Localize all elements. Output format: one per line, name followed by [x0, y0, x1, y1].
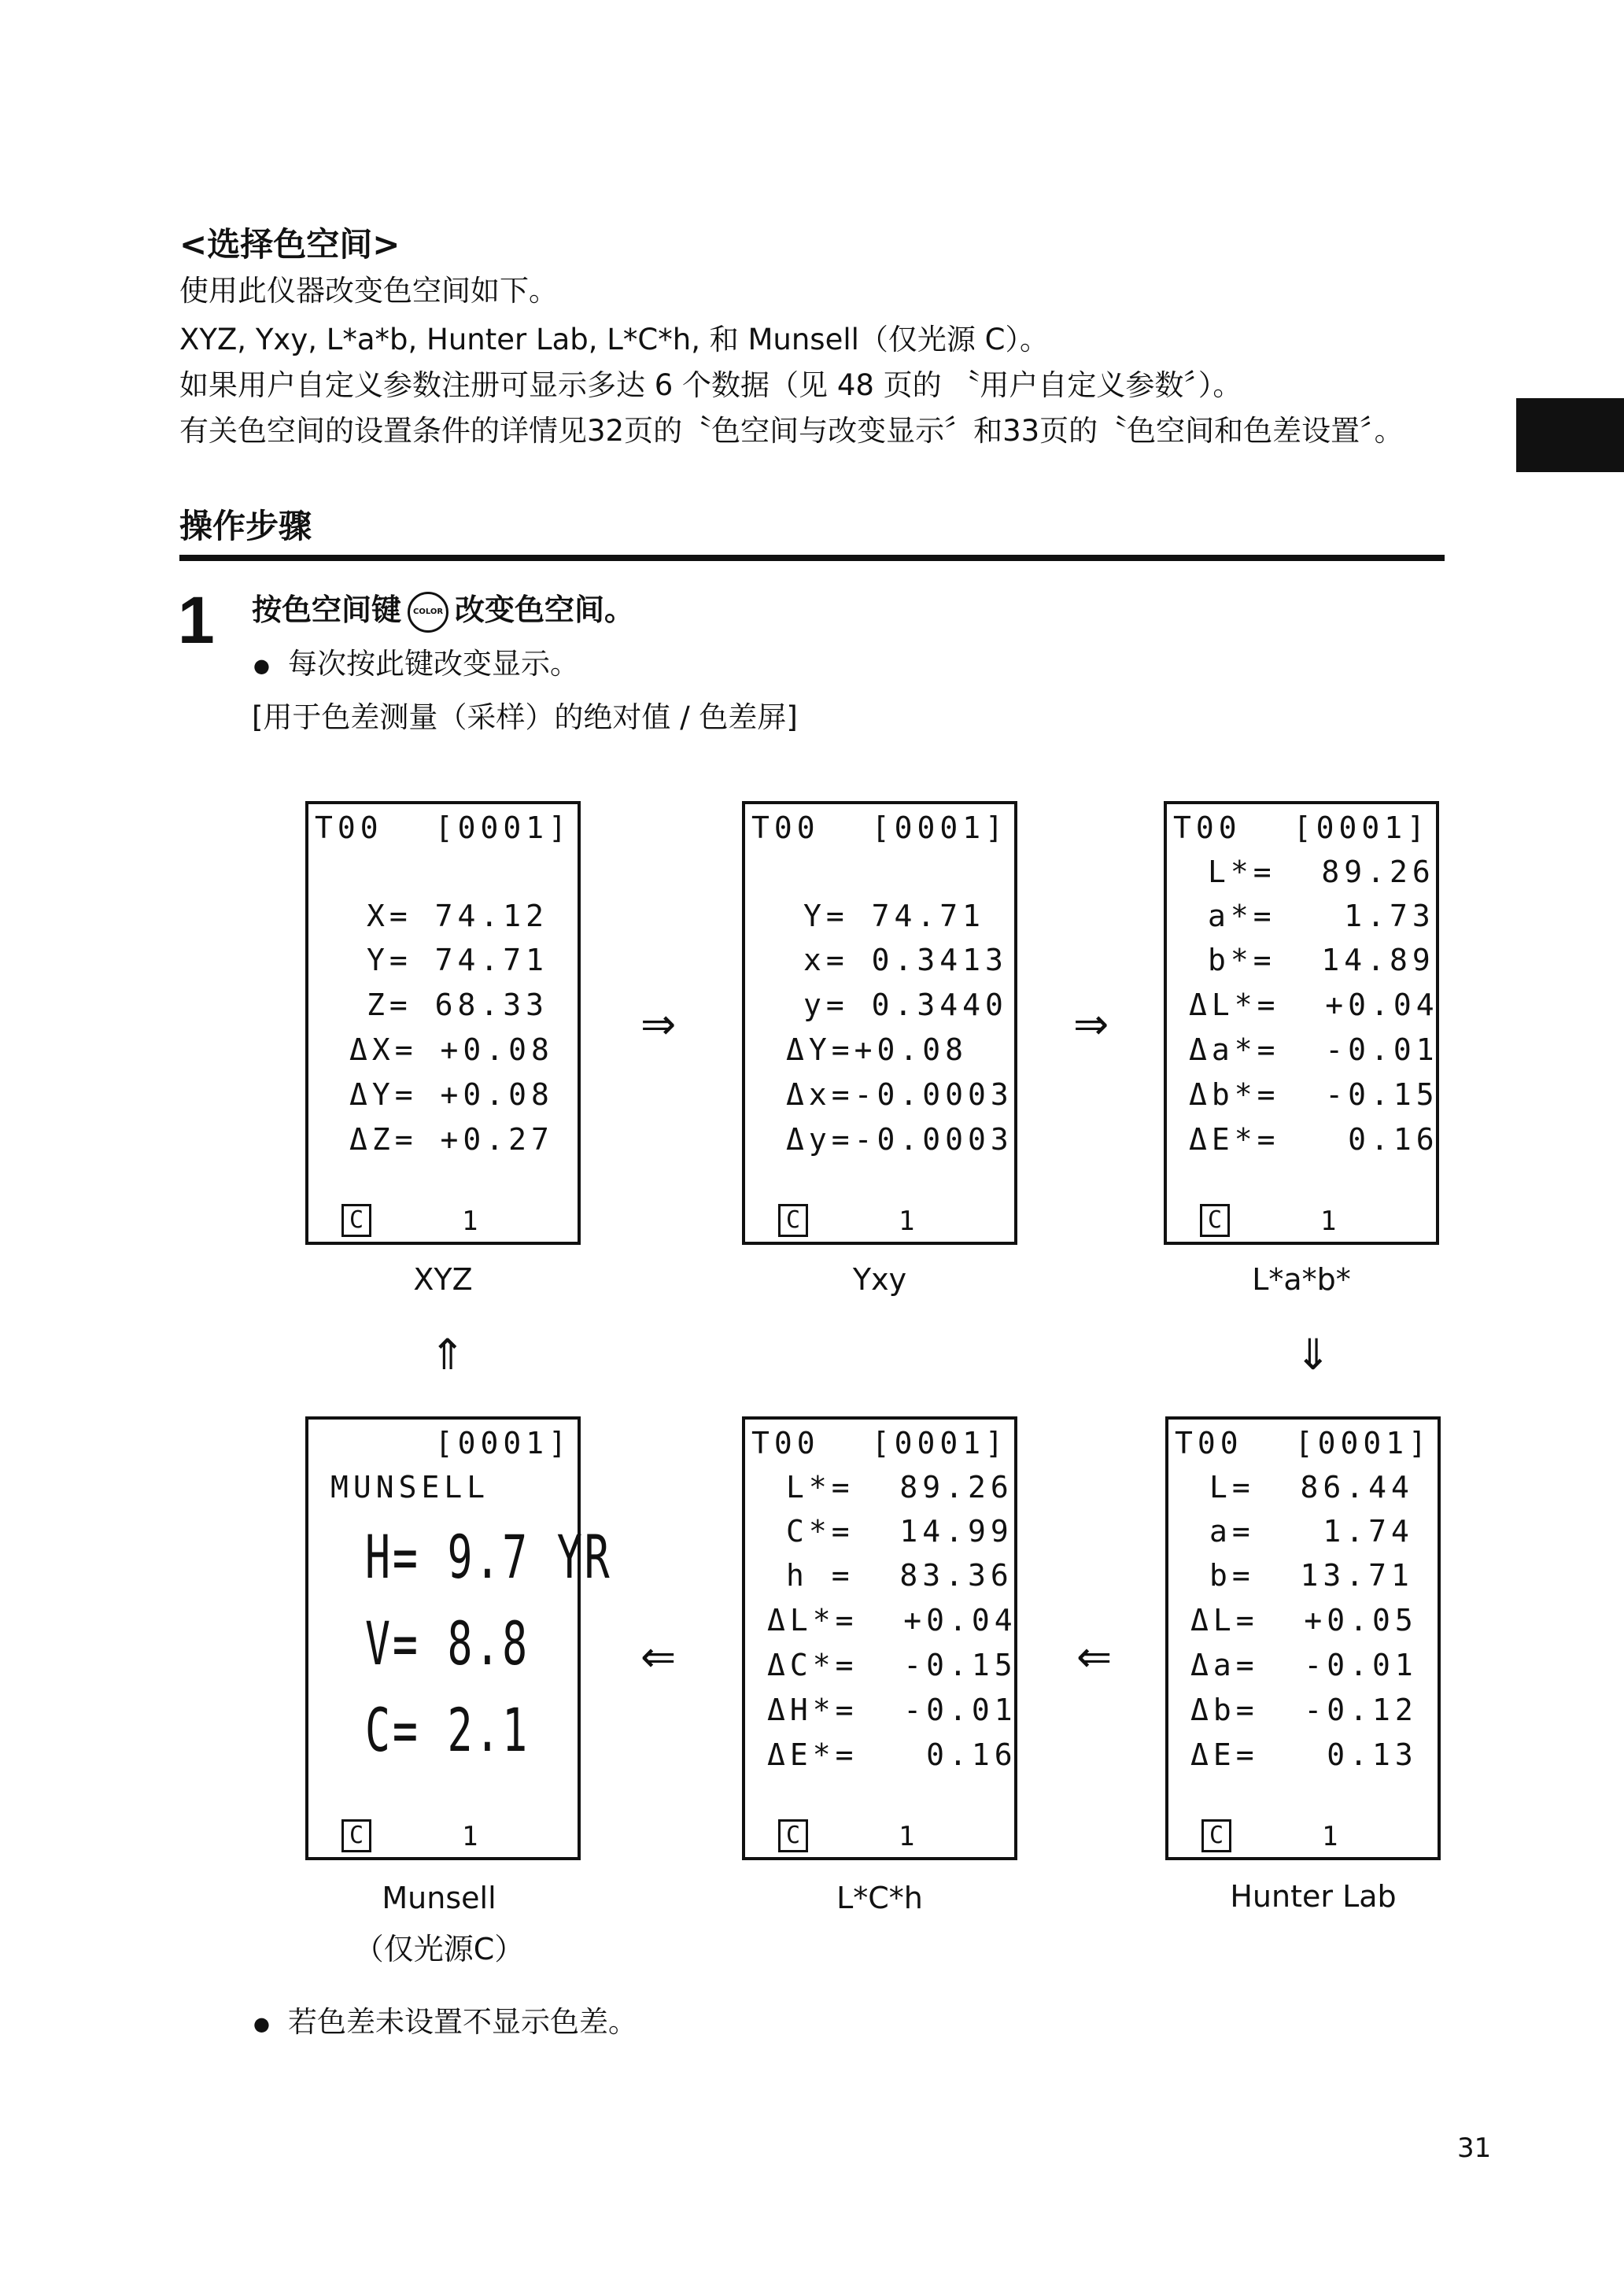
screen-code: T00 — [751, 810, 820, 845]
step-title-after: 改变色空间。 — [455, 593, 635, 627]
arrow-up-icon: ⇑ — [430, 1330, 466, 1379]
observer-value: 1 — [462, 1206, 478, 1237]
screen-number: [0001] — [434, 810, 571, 845]
screen-number: [0001] — [871, 1426, 1008, 1460]
screen-line: b*= 14.89 — [1208, 943, 1435, 977]
screen-munsell — [305, 1416, 612, 1860]
screen-number: [0001] — [1293, 810, 1430, 845]
illuminant-box: C — [341, 1819, 371, 1852]
screen-line: L*= 89.26 — [786, 1470, 1013, 1505]
screen-number: [0001] — [1294, 1426, 1431, 1460]
screen-line: ΔL= +0.05 — [1190, 1603, 1418, 1638]
screen-line: L= 86.44 — [1209, 1470, 1414, 1505]
arrow-left-icon: ⇐ — [640, 1632, 677, 1682]
observer-value: 1 — [462, 1821, 478, 1852]
procedure-heading: 操作步骤 — [179, 507, 312, 545]
label-hunter: Hunter Lab — [1230, 1879, 1397, 1914]
munsell-v: V= 8.8 — [365, 1608, 530, 1678]
illuminant-box: C — [1201, 1819, 1231, 1852]
screen-line: h = 83.36 — [786, 1558, 1013, 1593]
screen-line: Z= 68.33 — [367, 988, 549, 1022]
chapter-tab — [1516, 398, 1624, 472]
screen-line: ΔL*= +0.04 — [1189, 988, 1439, 1022]
observer-value: 1 — [899, 1206, 915, 1237]
screen-lch — [742, 1416, 1017, 1860]
screen-lab — [1164, 801, 1439, 1245]
screen-line: ΔE*= 0.16 — [1189, 1122, 1439, 1157]
screen-line: Δb*= -0.15 — [1189, 1077, 1439, 1112]
step-bullet: ● 每次按此键改变显示。 — [288, 645, 579, 683]
observer-value: 1 — [1320, 1206, 1337, 1237]
munsell-title: MUNSELL — [330, 1470, 490, 1505]
screen-line: a= 1.74 — [1209, 1514, 1414, 1549]
label-lab: L*a*b* — [1252, 1262, 1351, 1297]
illuminant-box: C — [778, 1204, 808, 1237]
screen-line: ΔE= 0.13 — [1190, 1737, 1418, 1772]
illuminant-box: C — [1200, 1204, 1230, 1237]
screen-line: Δy=-0.0003 — [786, 1122, 1013, 1157]
arrow-down-icon: ⇓ — [1295, 1330, 1331, 1379]
screen-line: y= 0.3440 — [803, 988, 1008, 1022]
illuminant-box: C — [778, 1819, 808, 1852]
munsell-h: H= 9.7 YR — [365, 1522, 612, 1592]
screen-line: a*= 1.73 — [1208, 899, 1435, 933]
footnote: ● 若色差未设置不显示色差。 — [288, 2003, 637, 2041]
label-munsell-sub: （仅光源C） — [353, 1932, 525, 1966]
screen-code: T00 — [1173, 810, 1242, 845]
screen-line: x= 0.3413 — [803, 943, 1008, 977]
intro-line-2: XYZ, Yxy, L*a*b, Hunter Lab, L*C*h, 和 Munsell（仅光源 C）。 — [179, 323, 1049, 356]
screen-code: T00 — [1175, 1426, 1243, 1460]
label-yxy: Yxy — [852, 1262, 907, 1297]
screen-number: [0001] — [434, 1426, 571, 1460]
arrow-right-icon: ⇒ — [1073, 999, 1109, 1049]
screen-line: ΔE*= 0.16 — [767, 1737, 1017, 1772]
arrow-right-icon: ⇒ — [640, 999, 677, 1049]
screen-xyz — [305, 801, 581, 1245]
screen-line: Δb= -0.12 — [1190, 1693, 1418, 1727]
screen-line: Δa= -0.01 — [1190, 1648, 1418, 1682]
color-key-icon: COLOR — [408, 592, 448, 633]
page-number: 31 — [1457, 2132, 1492, 2164]
munsell-c: C= 2.1 — [365, 1695, 530, 1765]
screen-line: ΔY= +0.08 — [349, 1077, 554, 1112]
heading-rule — [179, 555, 1445, 561]
screen-line: ΔH*= -0.01 — [767, 1693, 1017, 1727]
step-title — [252, 585, 634, 633]
screen-number: [0001] — [871, 810, 1008, 845]
screen-line: b= 13.71 — [1209, 1558, 1414, 1593]
step-title-before: 按色空间键 — [252, 593, 402, 627]
screen-line: Y= 74.71 — [367, 943, 549, 977]
screen-line: ΔX= +0.08 — [349, 1032, 554, 1067]
label-munsell: Munsell — [382, 1881, 496, 1915]
screen-hunter — [1165, 1416, 1441, 1860]
screen-code: T00 — [751, 1426, 820, 1460]
intro-line-3: 如果用户自定义参数注册可显示多达 6 个数据（见 48 页的 〝用户自定义参数〞）。 — [179, 368, 1242, 402]
screen-line: Y= 74.71 — [803, 899, 986, 933]
screen-line: Δa*= -0.01 — [1189, 1032, 1439, 1067]
screen-line: L*= 89.26 — [1208, 855, 1435, 889]
step-number: 1 — [178, 583, 215, 657]
screen-line: ΔC*= -0.15 — [767, 1648, 1017, 1682]
observer-value: 1 — [1322, 1821, 1338, 1852]
screen-line: X= 74.12 — [367, 899, 549, 933]
step-note: [用于色差测量（采样）的绝对值 / 色差屏] — [252, 700, 798, 734]
screen-line: ΔZ= +0.27 — [349, 1122, 554, 1157]
screen-line: C*= 14.99 — [786, 1514, 1013, 1549]
screen-line: ΔL*= +0.04 — [767, 1603, 1017, 1638]
illuminant-box: C — [341, 1204, 371, 1237]
screen-line: ΔY=+0.08 — [786, 1032, 969, 1067]
screen-code: T00 — [315, 810, 383, 845]
arrow-left-icon: ⇐ — [1076, 1632, 1113, 1682]
intro-line-1: 使用此仪器改变色空间如下。 — [179, 274, 558, 308]
screen-yxy — [742, 801, 1017, 1245]
section-heading: <选择色空间> — [179, 225, 400, 264]
screen-line: Δx=-0.0003 — [786, 1077, 1013, 1112]
observer-value: 1 — [899, 1821, 915, 1852]
label-lch: L*C*h — [836, 1881, 923, 1915]
intro-line-4: 有关色空间的设置条件的详情见32页的〝色空间与改变显示〞和33页的〝色空间和色差设置〞。 — [179, 414, 1404, 448]
label-xyz: XYZ — [413, 1262, 473, 1297]
